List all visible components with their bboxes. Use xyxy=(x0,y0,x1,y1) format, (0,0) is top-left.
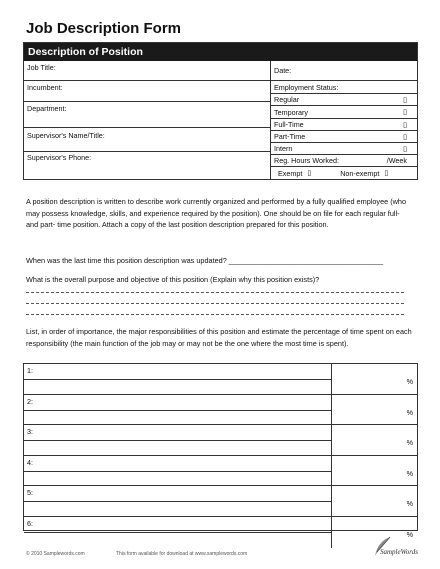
reg-hours-field[interactable] xyxy=(271,155,417,167)
responsibility-row xyxy=(24,486,417,517)
percent-cell[interactable]: % xyxy=(406,499,413,509)
exempt-label: Exempt xyxy=(278,168,303,178)
non-exempt-checkbox[interactable]: ▯ xyxy=(384,170,389,177)
position-description-table xyxy=(23,42,418,180)
intro-paragraph: A position description is written to describe work currently organized and performed by a fully qualified employee (who may possess knowledge, skills, and experience required by the position). One should be on file for each regular full- and part- time position. Attach a copy of the last position description prepared for this position. xyxy=(26,197,407,229)
regular-label: Regular xyxy=(274,95,300,104)
full-time-option[interactable] xyxy=(271,119,417,131)
full-time-label: Full-Time xyxy=(274,120,304,129)
exempt-checkbox[interactable]: ▯ xyxy=(307,170,312,177)
last-updated-question: When was the last time this position description was updated? ______________________________________ xyxy=(26,256,384,265)
department-field[interactable] xyxy=(24,102,270,128)
regular-option[interactable] xyxy=(271,94,417,106)
responsibility-row xyxy=(24,364,417,395)
department-label: Department: xyxy=(27,104,67,113)
responsibility-number: 3: xyxy=(27,427,33,437)
job-title-label: Job Title: xyxy=(27,63,56,72)
percent-cell[interactable]: % xyxy=(406,468,413,478)
part-time-checkbox[interactable]: ▯ xyxy=(403,133,407,141)
samplewords-logo xyxy=(372,536,424,562)
percent-cell[interactable]: % xyxy=(406,377,413,386)
logo-text: SampleWords xyxy=(380,548,418,556)
purpose-answer-line-3[interactable] xyxy=(26,314,404,315)
responsibility-row xyxy=(24,395,417,426)
incumbent-field[interactable] xyxy=(24,81,270,102)
temporary-label: Temporary xyxy=(274,107,308,117)
percent-cell[interactable]: % xyxy=(406,529,413,539)
form-title: Job Description Form xyxy=(26,20,182,37)
intern-checkbox[interactable]: ▯ xyxy=(403,145,407,153)
responsibility-number: 2: xyxy=(27,396,33,406)
responsibilities-intro: List, in order of importance, the major responsibilities of this position and estimate the percentage of time spent on each responsibility (the main function of the job may or may not be the one where the most time is spent). xyxy=(26,327,412,348)
temporary-option[interactable] xyxy=(271,106,417,119)
job-title-field[interactable] xyxy=(24,61,270,81)
incumbent-label: Incumbent: xyxy=(27,83,63,92)
part-time-label: Part-Time xyxy=(274,132,306,141)
supervisor-name-field[interactable] xyxy=(24,128,270,152)
temporary-checkbox[interactable]: ▯ xyxy=(403,109,407,116)
date-field[interactable] xyxy=(271,61,417,81)
responsibility-row xyxy=(24,425,417,456)
date-label: Date: xyxy=(274,66,292,75)
percent-cell[interactable]: % xyxy=(406,438,413,448)
supervisor-phone-label: Supervisor's Phone: xyxy=(27,153,92,162)
regular-checkbox[interactable]: ▯ xyxy=(403,96,407,104)
intern-option[interactable] xyxy=(271,143,417,155)
responsibility-row xyxy=(24,456,417,487)
responsibility-text-cell[interactable] xyxy=(24,517,332,548)
percent-cell[interactable]: % xyxy=(406,407,413,417)
employment-status-label: Employment Status: xyxy=(274,82,339,92)
reg-hours-label: Reg. Hours Worked: xyxy=(274,156,339,165)
responsibility-number: 5: xyxy=(27,488,33,498)
purpose-answer-line-1[interactable] xyxy=(26,292,404,293)
footer-download-note: This form available for download at www.samplewords.com xyxy=(116,551,248,557)
responsibility-number: 1: xyxy=(27,366,33,375)
responsibility-row xyxy=(24,517,417,548)
exempt-row xyxy=(271,167,417,179)
per-week-label: /Week xyxy=(386,156,407,165)
purpose-question: What is the overall purpose and objective of this position (Explain why this position exists)? xyxy=(26,275,320,284)
supervisor-phone-field[interactable] xyxy=(24,152,270,176)
responsibility-text-cell[interactable] xyxy=(24,395,332,425)
purpose-answer-line-2[interactable] xyxy=(26,303,404,304)
responsibility-text-cell[interactable] xyxy=(24,425,332,455)
full-time-checkbox[interactable]: ▯ xyxy=(403,121,407,129)
part-time-option[interactable] xyxy=(271,131,417,143)
responsibility-text-cell[interactable] xyxy=(24,364,332,394)
responsibility-number: 6: xyxy=(27,518,33,528)
employment-status-row xyxy=(271,81,417,94)
right-fields-column xyxy=(271,61,417,179)
footer-copyright: © 2010 Samplewords.com xyxy=(26,551,85,557)
responsibility-number: 4: xyxy=(27,457,33,467)
left-fields-column xyxy=(24,61,271,179)
non-exempt-label: Non-exempt xyxy=(340,168,380,178)
responsibility-text-cell[interactable] xyxy=(24,486,332,516)
intern-label: Intern xyxy=(274,144,293,153)
supervisor-name-label: Supervisor's Name/Title: xyxy=(27,131,105,140)
responsibility-text-cell[interactable] xyxy=(24,456,332,486)
responsibilities-table xyxy=(23,363,418,539)
section-header: Description of Position xyxy=(24,43,417,61)
